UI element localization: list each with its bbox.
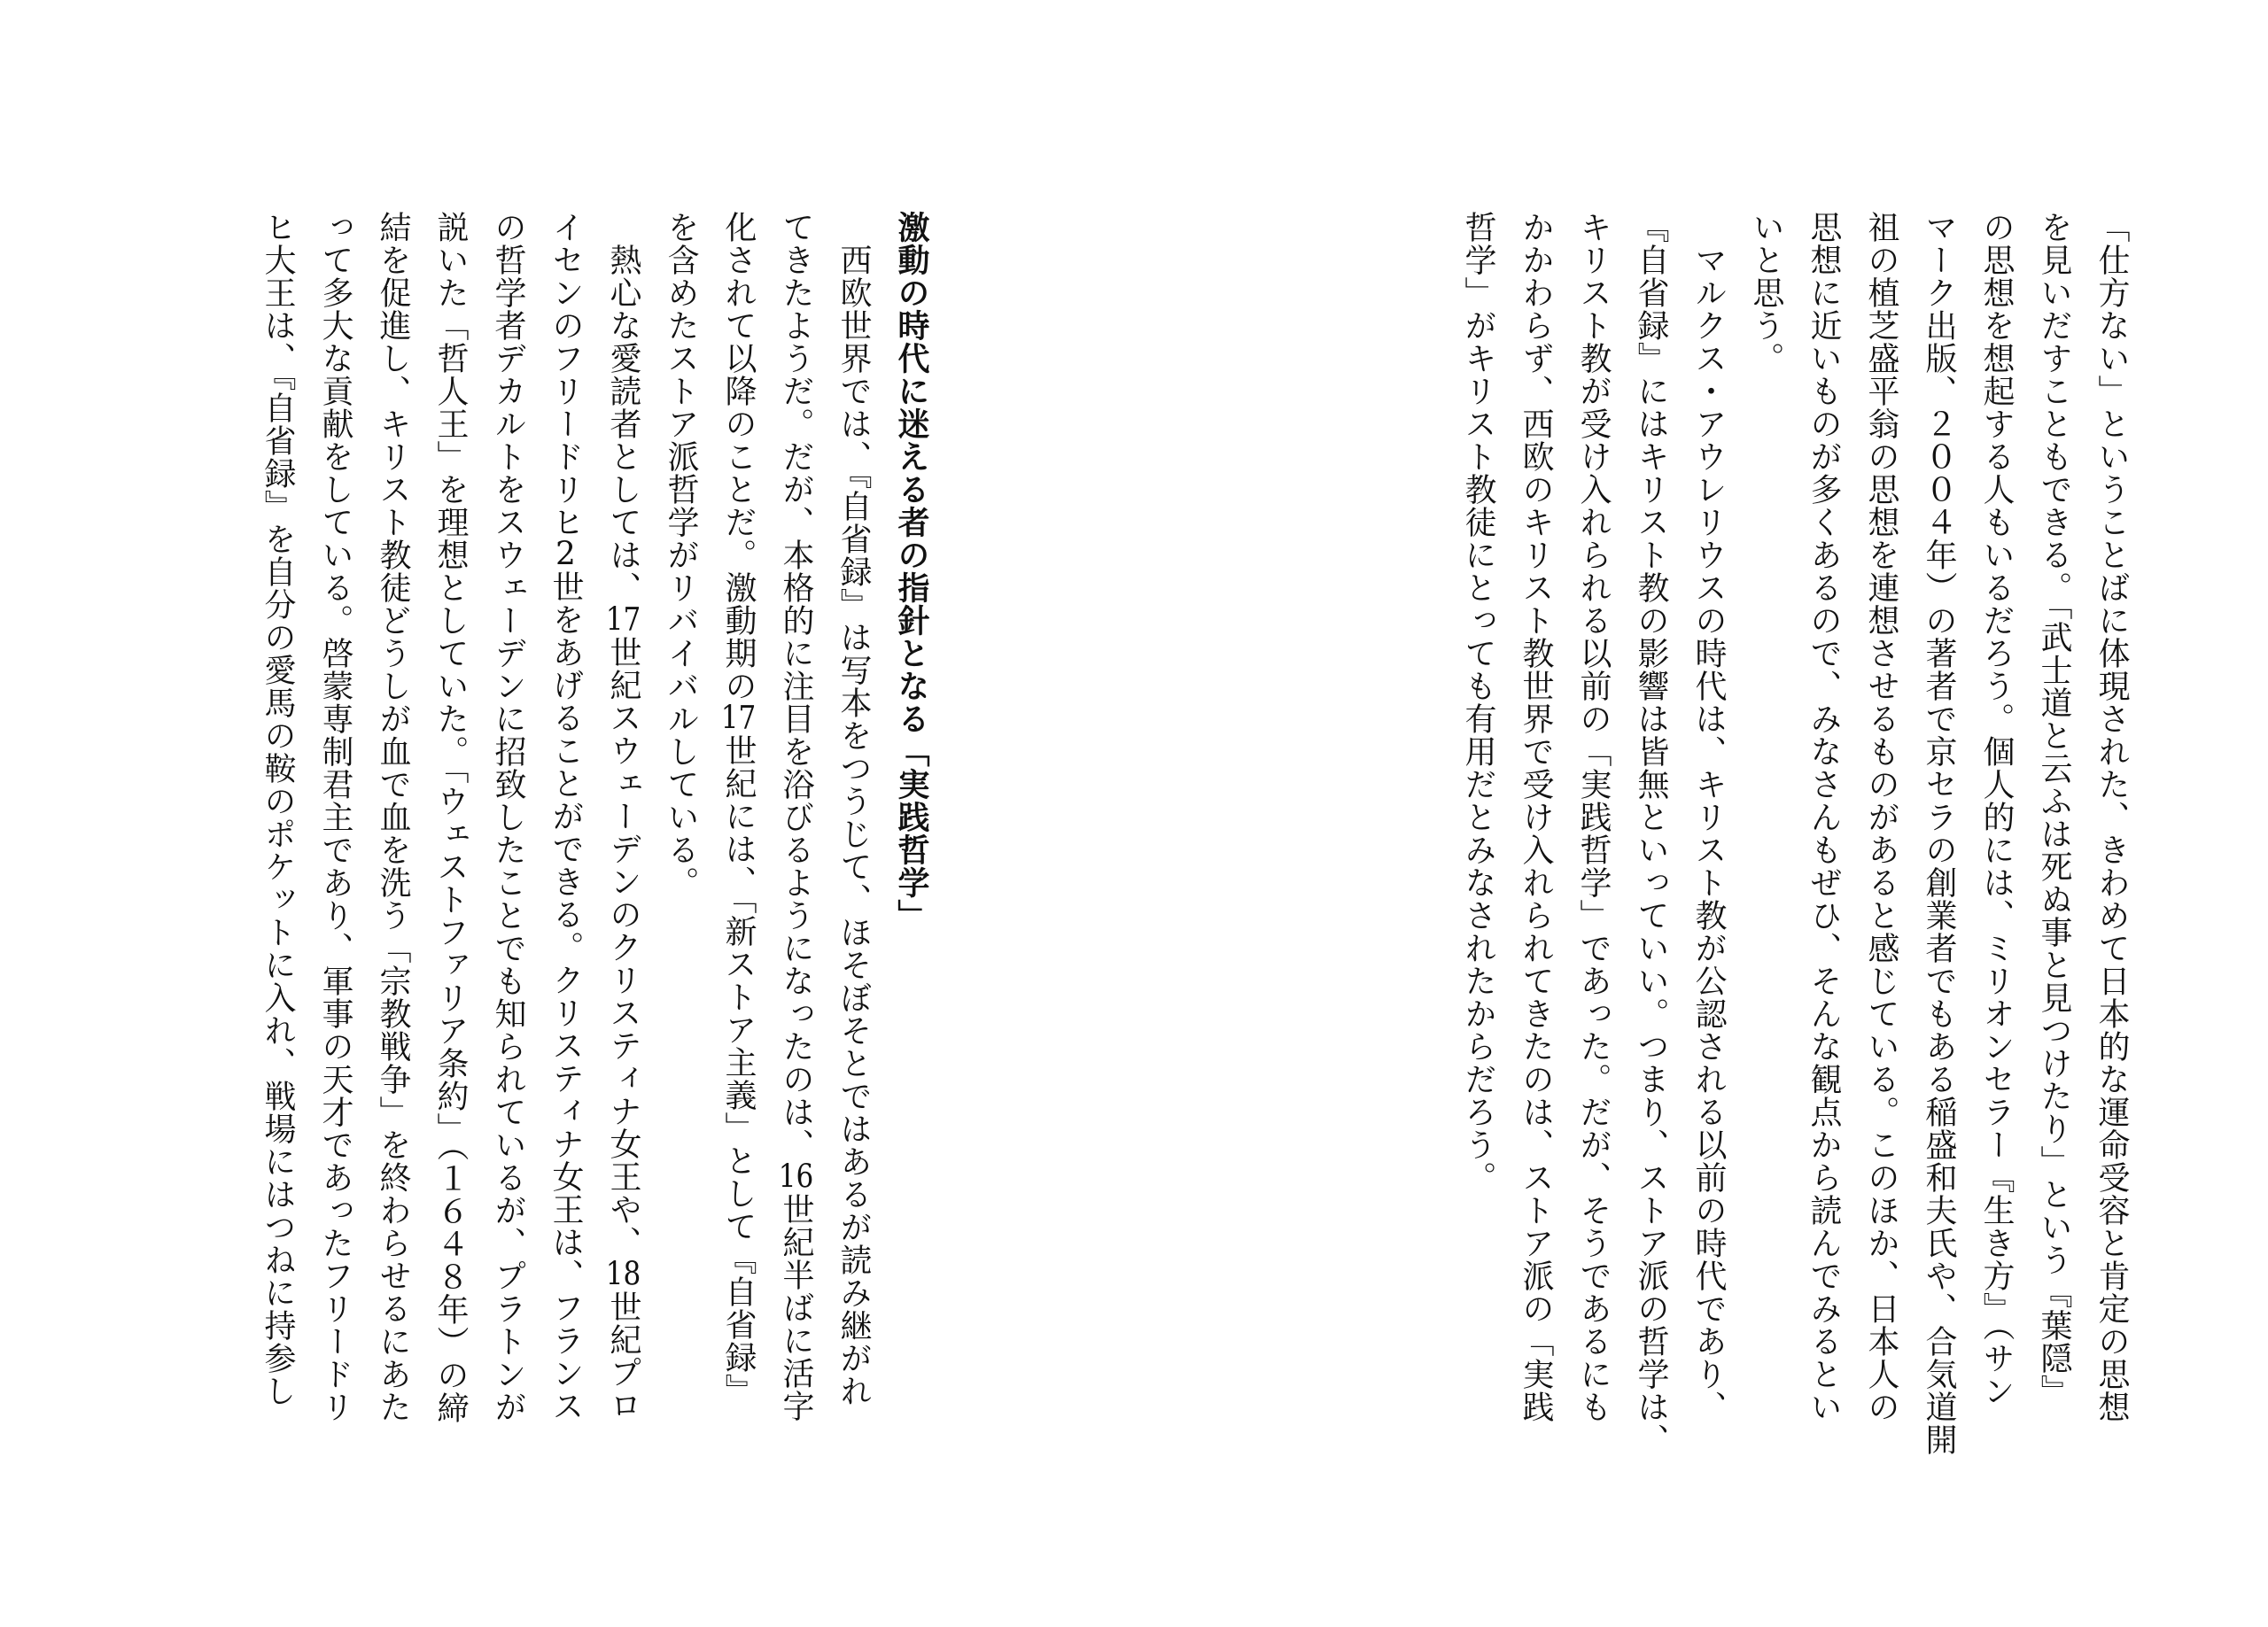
text-line: 説いた「哲人王」を理想としていた。「ウェストファリア条約」（１６４８年）の締 (432, 211, 469, 1424)
text-line: マルクス・アウレリウスの時代は、キリスト教が公認される以前の時代であり、 (1690, 211, 1727, 1423)
text-line: マーク出版、２００４年）の著者で京セラの創業者でもある稲盛和夫氏や、合気道開 (1921, 211, 1957, 1456)
number: 17 (605, 604, 641, 636)
text-line: 結を促進し、キリスト教徒どうしが血で血を洗う「宗教戦争」を終わらせるにあた (375, 211, 411, 1423)
text-line: 化されて以降のことだ。激動期の17世紀には、「新ストア主義」として『自省録』 (720, 211, 757, 1406)
text-line: 西欧世界では、『自省録』は写本をつうじて、ほそぼそとではあるが読み継がれ (835, 211, 872, 1407)
number: 16 (778, 1161, 814, 1193)
number: 17 (720, 702, 757, 734)
text-line: 「仕方ない」ということばに体現された、きわめて日本的な運命受容と肯定の思想 (2093, 211, 2130, 1423)
paragraph (1449, 211, 1737, 1456)
text-line: を見いだすこともできる。「武士道と云ふは死ぬ事と見つけたり」という『葉隠』 (2036, 211, 2072, 1407)
text-line: かかわらず、西欧のキリスト教世界で受け入れられてきたのは、ストア派の「実践 (1518, 211, 1554, 1423)
text-line: を含めたストア派哲学がリバイバルしている。 (663, 211, 699, 899)
text-line: 『自省録』にはキリスト教の影響は皆無といっていい。つまり、ストア派の哲学は、 (1633, 211, 1669, 1456)
text-line: 熱心な愛読者としては、17世紀スウェーデンのクリスティナ女王や、18世紀プロ (605, 211, 641, 1422)
text-line: 祖の植芝盛平翁の思想を連想させるものがあると感じている。このほか、日本人の (1863, 211, 1899, 1423)
text-line: って多大な貢献をしている。啓蒙専制君主であり、軍事の天才であったフリードリ (317, 211, 353, 1423)
paragraph (249, 211, 652, 1451)
text-line: の哲学者デカルトをスウェーデンに招致したことでも知られているが、プラトンが (490, 211, 526, 1423)
text-line: てきたようだ。だが、本格的に注目を浴びるようになったのは、16世紀半ばに活字 (778, 211, 814, 1422)
text-line: の思想を想起する人もいるだろう。個人的には、ミリオンセラー『生き方』（サン (1978, 211, 2015, 1407)
number: 2 (555, 538, 576, 570)
text-line: キリスト教が受け入れられる以前の「実践哲学」であった。だが、そうであるにも (1575, 211, 1612, 1423)
text-line: 思想に近いものが多くあるので、みなさんもぜひ、そんな観点から読んでみるとい (1806, 211, 1842, 1423)
section-heading: 激動の時代に迷える者の指針となる「実践哲学」 (893, 211, 929, 932)
text-line: イセンのフリードリヒ2世をあげることができる。クリスティナ女王は、フランス (548, 211, 584, 1422)
text-line: 哲学」がキリスト教徒にとっても有用だとみなされたからだろう。 (1460, 211, 1496, 1194)
left-page (249, 211, 940, 1451)
paragraph (652, 211, 882, 1451)
number: 18 (605, 1259, 641, 1290)
right-page (1449, 211, 2140, 1456)
text-line: いと思う。 (1748, 211, 1784, 375)
text-line: ヒ大王は、『自省録』を自分の愛馬の鞍のポケットに入れ、戦場にはつねに持参し (260, 211, 296, 1407)
paragraph (1737, 211, 2140, 1456)
